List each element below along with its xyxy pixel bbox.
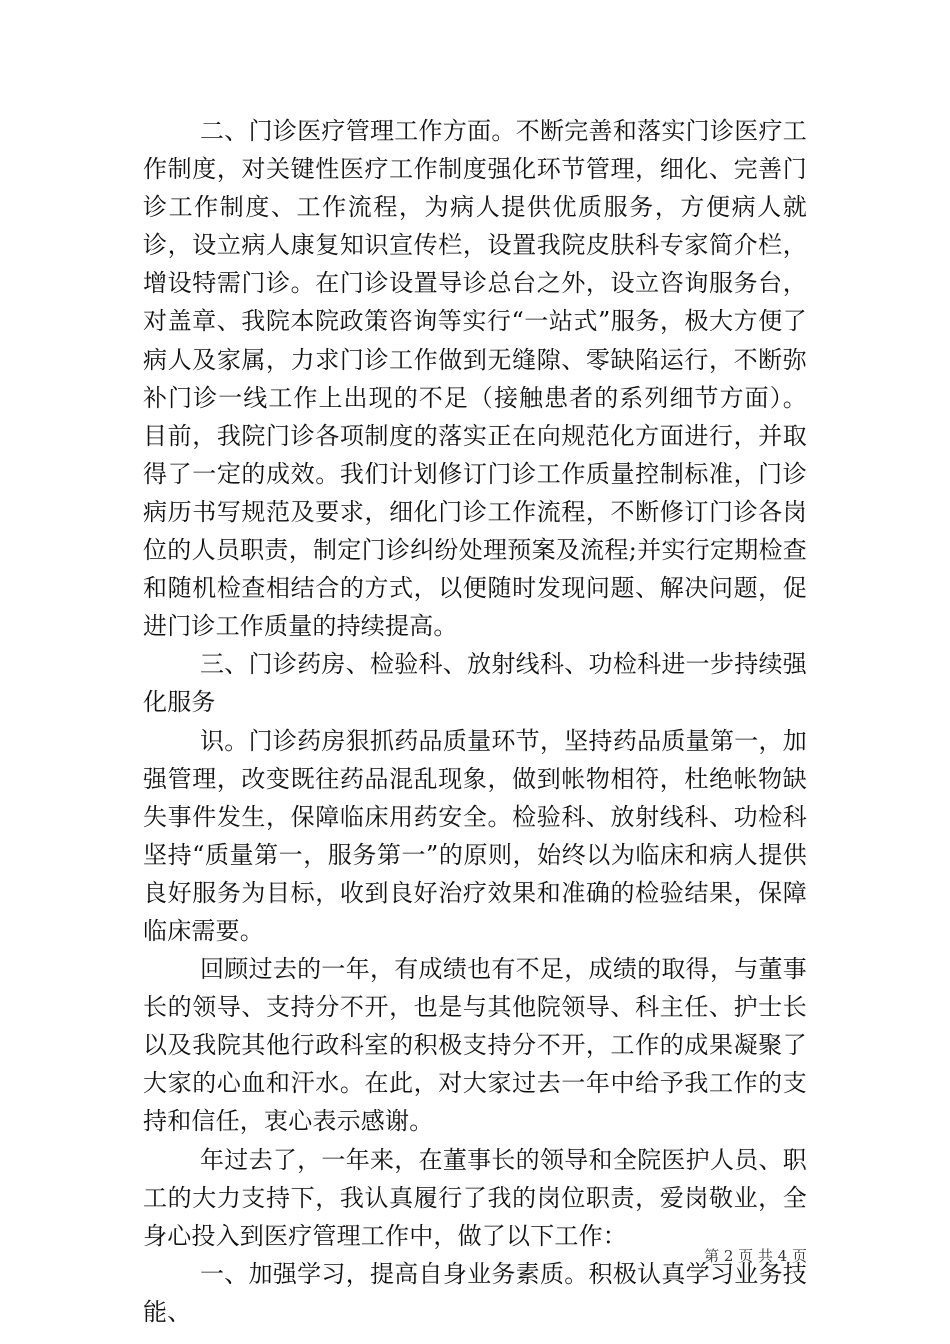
paragraph-review: 回顾过去的一年，有成绩也有不足，成绩的取得，与董事长的领导、支持分不开，也是与其他院领导、科主任、护士长以及我院其他行政科室的积极支持分不开，工作的成果凝聚了大家的心血和汗水。在此，对大家过去一年中给予我工作的支持和信任，衷心表示感谢。	[143, 955, 807, 1136]
paragraph-pharmacy-detail: 识。门诊药房狠抓药品质量环节，坚持药品质量第一，加强管理，改变既往药品混乱现象，做到帐物相符，杜绝帐物缺失事件发生，保障临床用药安全。检验科、放射线科、功检科坚持“质量第一，服务第一”的原则，始终以为临床和病人提供良好服务为目标，收到良好治疗效果和准确的检验结果，保障临床需要。	[143, 726, 807, 945]
document-body	[143, 112, 807, 1331]
paragraph-outpatient-management: 二、门诊医疗管理工作方面。不断完善和落实门诊医疗工作制度，对关键性医疗工作制度强化环节管理，细化、完善门诊工作制度、工作流程，为病人提供优质服务，方便病人就诊，设立病人康复知识宣传栏，设置我院皮肤科专家简介栏，增设特需门诊。在门诊设置导诊总台之外，设立咨询服务台，对盖章、我院本院政策咨询等实行“一站式”服务，极大方便了病人及家属，力求门诊工作做到无缝隙、零缺陷运行，不断弥补门诊一线工作上出现的不足（接触患者的系列细节方面）。目前，我院门诊各项制度的落实正在向规范化方面进行，并取得了一定的成效。我们计划修订门诊工作质量控制标准，门诊病历书写规范及要求，细化门诊工作流程，不断修订门诊各岗位的人员职责，制定门诊纠纷处理预案及流程;并实行定期检查和随机检查相结合的方式，以便随时发现问题、解决问题，促进门诊工作质量的持续提高。	[143, 117, 807, 641]
paragraph-study: 一、加强学习，提高自身业务素质。积极认真学习业务技能、	[143, 1259, 807, 1326]
paragraph-year-summary: 年过去了，一年来，在董事长的领导和全院医护人员、职工的大力支持下，我认真履行了我的岗位职责，爱岗敬业，全身心投入到医疗管理工作中，做了以下工作：	[143, 1145, 807, 1250]
paragraph-pharmacy-heading: 三、门诊药房、检验科、放射线科、功检科进一步持续强化服务	[143, 650, 807, 717]
page-number: 第 2 页 共 4 页	[704, 1247, 807, 1265]
